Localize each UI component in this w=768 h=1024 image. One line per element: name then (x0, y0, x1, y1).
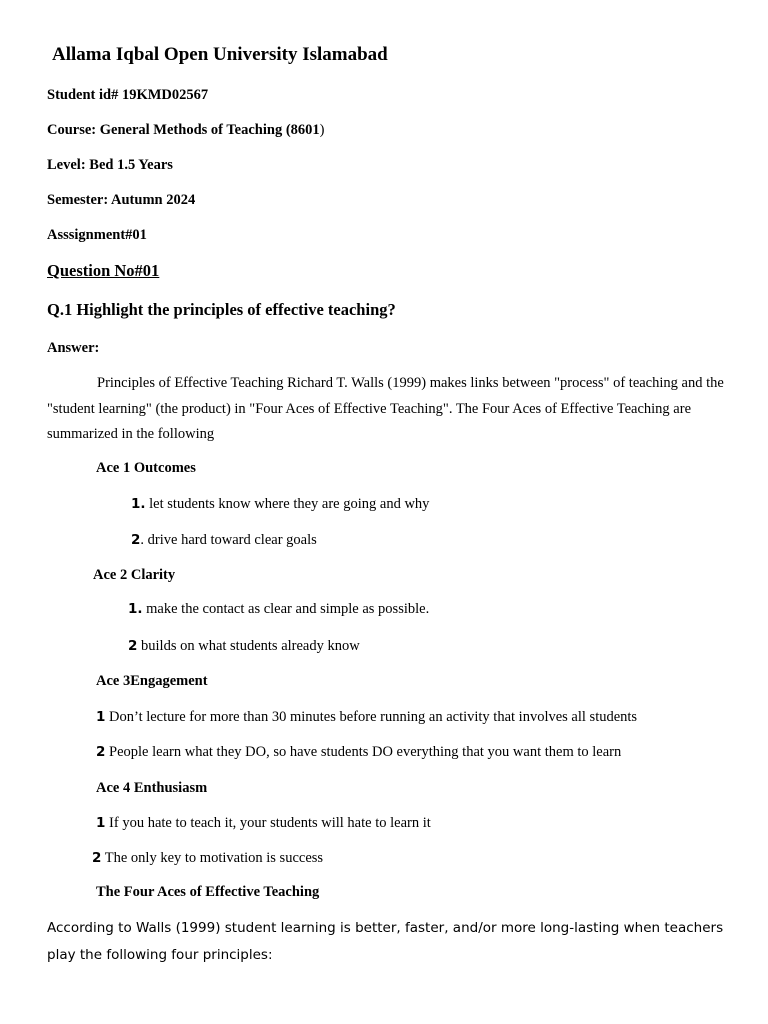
item-text: . drive hard toward clear goals (140, 532, 317, 548)
course-text: Course: General Methods of Teaching (8601 (47, 122, 320, 138)
item-number: 1 (96, 709, 106, 725)
level-line: Level: Bed 1.5 Years (47, 157, 173, 173)
ace-3-heading: Ace 3Engagement (96, 673, 208, 689)
question-heading: Question No#01 (47, 261, 160, 280)
item-text: If you hate to teach it, your students will hate to learn it (105, 815, 431, 831)
ace-2-item-2 (128, 638, 360, 655)
four-aces-subheading: The Four Aces of Effective Teaching (96, 884, 320, 900)
ace-3-item-2 (96, 744, 621, 761)
assignment-line: Asssignment#01 (47, 227, 147, 243)
item-number: 2 (131, 532, 141, 548)
item-number: 1. (128, 601, 143, 617)
ace-1-heading: Ace 1 Outcomes (96, 460, 196, 476)
item-number: 2 (128, 638, 138, 654)
ace-1-item-2 (131, 532, 317, 549)
item-text: Don’t lecture for more than 30 minutes before running an activity that involves all students (105, 709, 638, 725)
semester-line: Semester: Autumn 2024 (47, 192, 196, 208)
item-number: 1 (96, 815, 106, 831)
student-id: Student id# 19KMD02567 (47, 87, 209, 103)
ace-1-item-1 (131, 496, 429, 513)
ace-3-item-1 (96, 709, 637, 726)
item-text: let students know where they are going and why (145, 496, 430, 512)
question-text: Q.1 Highlight the principles of effective teaching? (47, 300, 396, 319)
course-line (47, 122, 325, 139)
item-text: make the contact as clear and simple as possible. (142, 601, 430, 617)
answer-label: Answer: (47, 340, 100, 356)
university-title: Allama Iqbal Open University Islamabad (52, 44, 388, 65)
ace-4-heading: Ace 4 Enthusiasm (96, 780, 208, 796)
item-number: 1. (131, 496, 146, 512)
item-number: 2 (96, 744, 106, 760)
ace-2-item-1 (128, 601, 429, 618)
ace-2-heading: Ace 2 Clarity (93, 567, 176, 583)
item-number: 2 (92, 850, 102, 866)
course-paren: ) (319, 122, 325, 138)
intro-paragraph: Principles of Effective Teaching Richard T. Walls (1999) makes links between "process" of teaching and the "student learning" (the product) in "Four Aces of Effective Teaching". The Four Aces of Effective Teaching are summarized in the following (47, 375, 724, 442)
ace-4-item-2 (92, 850, 323, 867)
ace-4-item-1 (96, 815, 431, 832)
item-text: People learn what they DO, so have students DO everything that you want them to learn (105, 744, 622, 760)
closing-paragraph: According to Walls (1999) student learning is better, faster, and/or more long-lasting when teachers play the following four principles: (47, 920, 724, 963)
item-text: The only key to motivation is success (101, 850, 324, 866)
item-text: builds on what students already know (137, 638, 360, 654)
